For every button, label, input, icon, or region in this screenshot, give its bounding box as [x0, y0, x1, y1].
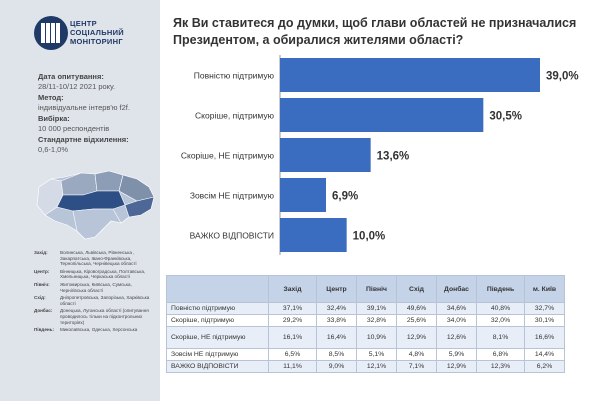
table-cell: 30,1% [525, 315, 565, 327]
table-row-label: Повністю підтримую [167, 303, 269, 315]
table-row [167, 349, 565, 361]
table-cell: 32,8% [357, 315, 397, 327]
region-name: Донбас: [34, 308, 53, 314]
ukraine-regions-map [33, 165, 158, 245]
table-row [167, 303, 565, 315]
survey-method [38, 93, 130, 112]
region-list: Миколаївська, Одеська, Херсонська [60, 327, 138, 333]
table-cell: 5,1% [357, 349, 397, 361]
chart-bar [280, 98, 483, 132]
table-header: Центр [317, 276, 357, 303]
table-cell: 7,1% [397, 361, 437, 373]
region-row [34, 282, 158, 293]
question-title: Як Ви ставитеся до думки, щоб глави областей не призначалися Президентом, а обиралися жителями області? [173, 16, 577, 47]
region-name: Центр: [34, 268, 50, 274]
table-header-row [167, 276, 565, 303]
region-list: Вінницька, Кіровоградська, Полтавська, Хмельницька, Черкаська області [60, 268, 146, 280]
table-cell: 8,1% [477, 327, 525, 349]
survey-error-value: 0,6-1,0% [38, 144, 69, 154]
table-row-label: Скоріше, НЕ підтримую [167, 327, 269, 349]
region-list: Донецька, Луганська області (опитування проводилось тільки на підконтрольних територіях) [60, 308, 149, 325]
chart-value-label: 13,6% [376, 150, 410, 163]
table-cell: 32,4% [317, 303, 357, 315]
table-cell: 5,9% [437, 349, 477, 361]
chart-category-label: Зовсім НЕ підтримую [189, 190, 274, 201]
table-cell: 8,5% [317, 349, 357, 361]
table-cell: 12,1% [357, 361, 397, 373]
survey-method-label: Метод: [38, 93, 64, 102]
regional-table [166, 275, 565, 373]
table-cell: 16,1% [269, 327, 317, 349]
region-list: Дніпропетровська, Запорізька, Харківська області [60, 295, 150, 306]
table-cell: 12,6% [437, 327, 477, 349]
table-cell: 12,3% [477, 361, 525, 373]
table-cell: 37,1% [269, 303, 317, 315]
region-row [34, 269, 158, 280]
survey-error-label: Стандартне відхилення: [38, 135, 129, 144]
table-cell: 16,6% [525, 327, 565, 349]
chart-value-label: 30,5% [489, 110, 522, 123]
table-header: Північ [357, 276, 397, 303]
region-row [34, 250, 158, 267]
survey-sample-value: 10 000 респондентів [38, 123, 110, 133]
region-name: Північ: [34, 281, 50, 287]
region-name: Південь: [34, 327, 55, 333]
table-row-label: Скоріше, підтримую [167, 315, 269, 327]
table-cell: 6,8% [477, 349, 525, 361]
survey-sample [38, 114, 109, 133]
table-cell: 40,8% [477, 303, 525, 315]
table-cell: 39,1% [357, 303, 397, 315]
survey-date-label: Дата опитування: [38, 72, 104, 81]
sidebar [0, 0, 160, 401]
logo [34, 16, 134, 56]
table-cell: 11,1% [269, 361, 317, 373]
table-cell: 12,9% [397, 327, 437, 349]
table-cell: 4,8% [397, 349, 437, 361]
table-row-label: Зовсім НЕ підтримую [167, 349, 269, 361]
bar-chart [165, 55, 595, 255]
table-row-label: ВАЖКО ВІДПОВІСТИ [167, 361, 269, 373]
chart-bar [280, 58, 540, 92]
table-cell: 32,7% [525, 303, 565, 315]
regions-legend [34, 250, 158, 335]
survey-sample-label: Вибірка: [38, 114, 70, 123]
chart-category-label: Повністю підтримую [193, 70, 274, 81]
survey-date-value: 28/11-10/12 2021 року. [38, 81, 116, 91]
table-cell: 32,0% [477, 315, 525, 327]
region-row [34, 308, 158, 325]
chart-category-label: Скоріше, НЕ підтримую [180, 150, 274, 161]
chart-value-label: 6,9% [332, 190, 359, 203]
chart-category-label: Скоріше, підтримую [195, 110, 274, 121]
region-row [34, 295, 158, 306]
table-row [167, 327, 565, 349]
table-cell: 29,2% [269, 315, 317, 327]
table-row [167, 315, 565, 327]
table-cell: 34,6% [437, 303, 477, 315]
survey-error [38, 135, 129, 154]
region-list: Волинська, Львівська, Рівненська , Закарпатська, Івано-Франківська, Тернопільська, Чернівецька області [60, 250, 137, 267]
logo-mark-icon [34, 16, 68, 50]
table-cell: 49,6% [397, 303, 437, 315]
logo-line-3: МОНІТОРИНГ [70, 37, 123, 46]
chart-bar [280, 218, 347, 252]
region-list: Житомирська, Київська, Сумська, Чернігівська області [60, 281, 132, 293]
chart-bar [280, 138, 371, 172]
table-row [167, 361, 565, 373]
chart-category-label: ВАЖКО ВІДПОВІСТИ [189, 230, 274, 241]
table-cell: 14,4% [525, 349, 565, 361]
table-cell: 9,0% [317, 361, 357, 373]
table-cell: 6,5% [269, 349, 317, 361]
table-cell: 34,0% [437, 315, 477, 327]
region-name: Схід: [34, 295, 46, 301]
logo-line-1: ЦЕНТР [70, 19, 97, 28]
region-name: Захід: [34, 250, 48, 255]
chart-value-label: 10,0% [352, 230, 386, 243]
table-cell: 33,8% [317, 315, 357, 327]
table-cell: 12,9% [437, 361, 477, 373]
table-cell: 10,9% [357, 327, 397, 349]
table-cell: 16,4% [317, 327, 357, 349]
table-cell: 25,6% [397, 315, 437, 327]
survey-date [38, 72, 115, 91]
logo-line-2: СОЦІАЛЬНИЙ [70, 28, 124, 37]
table-cell: 6,2% [525, 361, 565, 373]
table-header: Донбас [437, 276, 477, 303]
table-header-corner [167, 276, 269, 303]
logo-text [70, 19, 124, 46]
table-header: Південь [477, 276, 525, 303]
table-header: Захід [269, 276, 317, 303]
survey-method-value: індивідуальне інтерв'ю f2f. [38, 102, 130, 112]
chart-value-label: 39,0% [546, 70, 579, 83]
chart-bar [280, 178, 326, 212]
table-header: Схід [397, 276, 437, 303]
table-header: м. Київ [525, 276, 565, 303]
region-row [34, 327, 158, 333]
